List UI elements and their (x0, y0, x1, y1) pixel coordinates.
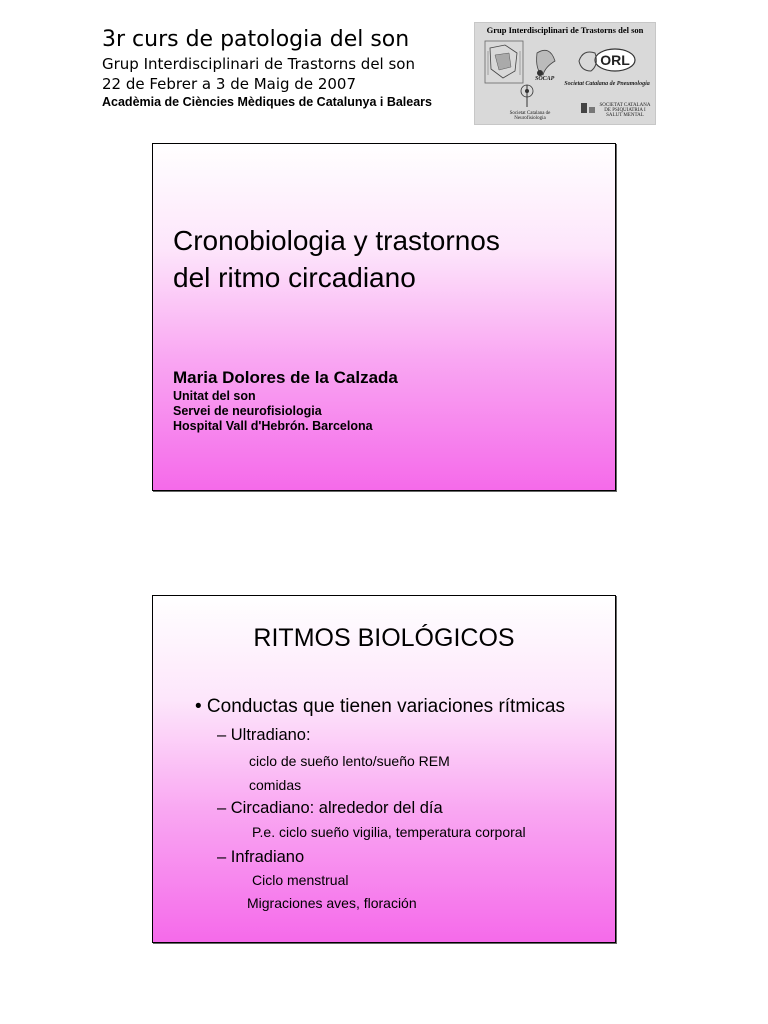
ultradiano-example-1: ciclo de sueño lento/sueño REM (249, 753, 450, 769)
slide2-bullet: • Conductas que tienen variaciones rítmicas (195, 696, 565, 717)
orl-logo (579, 49, 635, 71)
slide1-affiliation-1: Unitat del son (173, 389, 256, 403)
svg-text:ORL: ORL (600, 52, 630, 68)
neurofisiologia-logo (485, 41, 523, 83)
slide-2 (152, 595, 616, 943)
circadiano-heading: – Circadiano: alrededor del día (217, 799, 443, 817)
circadiano-example-1: P.e. ciclo sueño vigilia, temperatura corporal (252, 824, 526, 840)
sponsor-logos (474, 22, 656, 125)
infradiano-heading: – Infradiano (217, 848, 305, 866)
course-title: 3r curs de patologia del son (102, 27, 410, 52)
slide1-title-line2: del ritmo circadiano (173, 262, 416, 293)
logo-header-text: Grup Interdisciplinari de Trastorns del son (486, 25, 644, 35)
infradiano-example-2: Migraciones aves, floración (247, 895, 417, 911)
ultradiano-example-2: comidas (249, 777, 302, 793)
slide1-author: Maria Dolores de la Calzada (173, 368, 398, 387)
socap-label: SOCAP (535, 76, 555, 82)
flower-logo (521, 85, 533, 107)
group-name: Grup Interdisciplinari de Trastorns del son (102, 55, 415, 73)
academy-name: Acadèmia de Ciències Mèdiques de Catalunya i Balears (102, 95, 432, 109)
ultradiano-heading: – Ultradiano: (217, 726, 311, 744)
neurofisiologia-label: Societat Catalana de Neurofisiologia (509, 111, 551, 121)
infradiano-example-1: Ciclo menstrual (252, 872, 349, 888)
course-dates: 22 de Febrer a 3 de Maig de 2007 (102, 75, 357, 93)
psiquiatria-logo (581, 103, 595, 113)
slide1-affiliation-2: Servei de neurofisiologia (173, 404, 322, 418)
socap-logo (537, 50, 555, 76)
slide1-title (173, 222, 500, 296)
slide-1 (152, 143, 616, 491)
document-header (102, 26, 432, 110)
slide1-affiliation-3: Hospital Vall d'Hebrón. Barcelona (173, 419, 373, 433)
slide2-title: RITMOS BIOLÓGICOS (253, 624, 515, 652)
psiquiatria-label: SOCIETAT CATALANA DE PSIQUIATRIA I SALUT MENTAL (599, 103, 651, 118)
pneumologia-label: Societat Catalana de Pneumologia (564, 81, 650, 87)
slide1-title-line1: Cronobiologia y trastornos (173, 225, 500, 256)
